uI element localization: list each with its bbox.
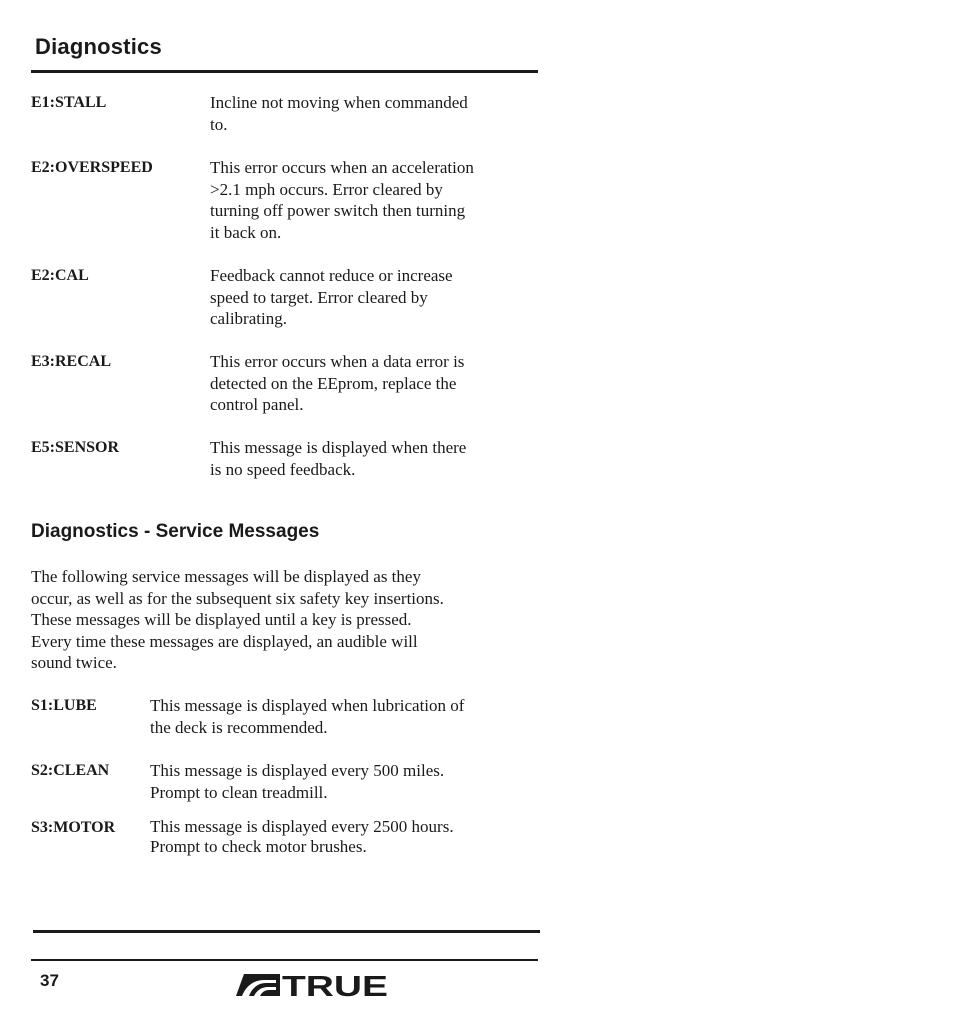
intro-line: Every time these messages are displayed, an audible will: [31, 631, 418, 651]
description-line: to.: [210, 114, 228, 134]
description-line: Prompt to check motor brushes.: [150, 837, 367, 856]
error-description: [210, 265, 453, 330]
description-line: Incline not moving when commanded: [210, 93, 468, 112]
description-line: speed to target. Error cleared by: [210, 287, 428, 307]
error-description: [210, 351, 464, 416]
description-line: Prompt to clean treadmill.: [150, 782, 328, 802]
service-code: S1:LUBE: [31, 697, 97, 714]
title-underline: [31, 70, 538, 73]
error-description: [210, 157, 474, 243]
page-number: 37: [40, 971, 59, 990]
service-description: [150, 760, 444, 803]
description-line: This message is displayed when there: [210, 438, 467, 457]
error-code: E1:STALL: [31, 94, 107, 111]
footer-rule-top: [33, 930, 540, 933]
description-line: it back on.: [210, 222, 282, 242]
page-title: Diagnostics: [35, 34, 162, 59]
footer-rule-bottom: [31, 959, 538, 961]
description-line: turning off power switch then turning: [210, 201, 466, 221]
intro-line: sound twice.: [31, 653, 117, 673]
description-line: detected on the EEprom, replace the: [210, 373, 457, 393]
description-line: Feedback cannot reduce or increase: [210, 266, 453, 285]
description-line: This message is displayed every 2500 hours.: [150, 817, 454, 836]
service-code: S3:MOTOR: [31, 819, 116, 836]
description-line: control panel.: [210, 395, 304, 415]
error-description: [210, 92, 468, 135]
service-description: [150, 695, 464, 738]
logo-emblem-icon: [236, 974, 280, 996]
description-line: This error occurs when an acceleration: [210, 158, 474, 177]
service-description: [150, 817, 454, 857]
description-line: calibrating.: [210, 309, 287, 329]
description-line: This message is displayed every 500 miles.: [150, 761, 445, 780]
intro-line: occur, as well as for the subsequent six safety key insertions.: [31, 588, 444, 608]
error-code: E2:CAL: [31, 267, 89, 284]
intro-line: These messages will be displayed until a key is pressed.: [31, 610, 412, 630]
true-logo: [236, 972, 390, 998]
service-code: S2:CLEAN: [31, 762, 110, 779]
section-intro: [31, 566, 444, 674]
error-code: E2:OVERSPEED: [31, 159, 153, 176]
description-line: is no speed feedback.: [210, 459, 356, 479]
error-description: [210, 437, 466, 480]
section-heading: Diagnostics - Service Messages: [31, 521, 320, 542]
description-line: This error occurs when a data error is: [210, 352, 465, 371]
intro-line: The following service messages will be displayed as they: [31, 567, 421, 586]
error-code: E5:SENSOR: [31, 439, 120, 456]
logo-wordmark: TRUE: [282, 972, 388, 998]
error-code: E3:RECAL: [31, 353, 112, 370]
description-line: the deck is recommended.: [150, 717, 328, 737]
description-line: >2.1 mph occurs. Error cleared by: [210, 179, 443, 199]
description-line: This message is displayed when lubrication of: [150, 696, 465, 715]
